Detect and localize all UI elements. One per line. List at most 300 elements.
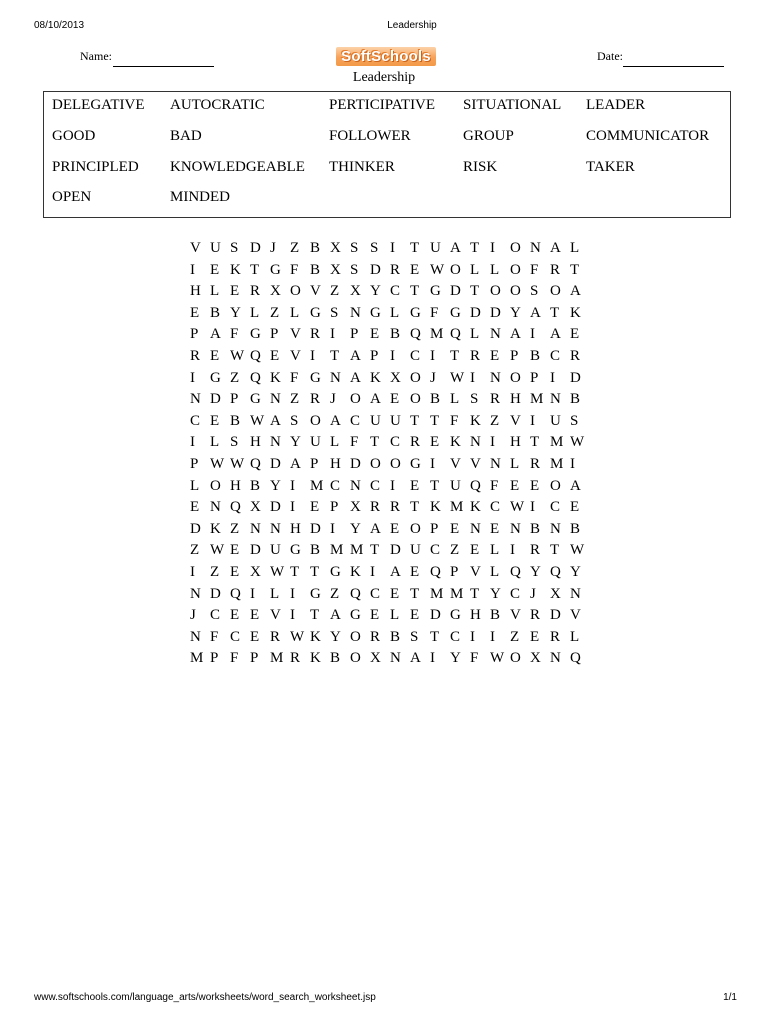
grid-letter[interactable]: V	[290, 326, 301, 343]
grid-letter[interactable]: E	[570, 499, 580, 516]
grid-letter[interactable]: R	[310, 391, 321, 408]
grid-letter[interactable]: I	[490, 240, 495, 256]
grid-letter[interactable]: O	[510, 650, 521, 667]
grid-letter[interactable]: N	[350, 304, 361, 321]
grid-letter[interactable]: V	[470, 455, 481, 472]
grid-letter[interactable]: N	[490, 369, 501, 386]
grid-letter[interactable]: E	[410, 563, 420, 580]
grid-letter[interactable]: R	[310, 326, 321, 343]
grid-letter[interactable]: T	[410, 240, 420, 256]
grid-letter[interactable]: I	[390, 347, 395, 364]
grid-letter[interactable]: Y	[530, 563, 541, 580]
grid-letter[interactable]: F	[210, 628, 219, 645]
grid-letter[interactable]: N	[490, 326, 501, 343]
grid-letter[interactable]: Y	[510, 304, 521, 321]
grid-letter[interactable]: N	[510, 520, 521, 537]
grid-letter[interactable]: D	[570, 369, 581, 386]
grid-letter[interactable]: G	[310, 304, 321, 321]
grid-letter[interactable]: K	[430, 499, 441, 516]
grid-letter[interactable]: K	[450, 434, 461, 451]
grid-letter[interactable]: A	[350, 369, 361, 386]
grid-letter[interactable]: N	[490, 455, 501, 472]
grid-letter[interactable]: S	[290, 412, 299, 429]
grid-letter[interactable]: D	[370, 261, 381, 278]
grid-letter[interactable]: E	[390, 520, 400, 537]
grid-letter[interactable]: U	[210, 240, 221, 256]
grid-letter[interactable]: I	[330, 520, 335, 537]
grid-letter[interactable]: K	[310, 628, 321, 645]
grid-letter[interactable]: H	[290, 520, 301, 537]
grid-letter[interactable]: E	[390, 391, 400, 408]
grid-letter[interactable]: E	[210, 347, 220, 364]
grid-letter[interactable]: I	[390, 477, 395, 494]
grid-letter[interactable]: B	[310, 542, 321, 559]
grid-letter[interactable]: Y	[330, 628, 341, 645]
grid-letter[interactable]: E	[190, 499, 200, 516]
grid-letter[interactable]: M	[270, 650, 284, 667]
grid-letter[interactable]: M	[310, 477, 324, 494]
grid-letter[interactable]: Q	[230, 499, 241, 516]
grid-letter[interactable]: E	[230, 542, 240, 559]
grid-letter[interactable]: W	[290, 628, 305, 645]
grid-letter[interactable]: C	[550, 347, 561, 364]
grid-letter[interactable]: Y	[290, 434, 301, 451]
grid-letter[interactable]: K	[470, 499, 481, 516]
grid-letter[interactable]: H	[230, 477, 241, 494]
grid-letter[interactable]: O	[390, 455, 401, 472]
grid-letter[interactable]: X	[550, 585, 561, 602]
grid-letter[interactable]: B	[570, 391, 581, 408]
grid-letter[interactable]: Z	[230, 369, 240, 386]
grid-letter[interactable]: E	[370, 326, 380, 343]
grid-letter[interactable]: E	[570, 326, 580, 343]
grid-letter[interactable]: O	[290, 283, 301, 300]
grid-letter[interactable]: Z	[290, 391, 300, 408]
grid-letter[interactable]: N	[390, 650, 401, 667]
grid-letter[interactable]: N	[270, 391, 281, 408]
grid-letter[interactable]: B	[430, 391, 441, 408]
grid-letter[interactable]: B	[490, 607, 501, 624]
grid-letter[interactable]: A	[350, 347, 361, 364]
grid-letter[interactable]: M	[450, 499, 464, 516]
grid-letter[interactable]: L	[570, 628, 580, 645]
grid-letter[interactable]: E	[510, 477, 520, 494]
grid-letter[interactable]: V	[570, 607, 581, 624]
grid-letter[interactable]: Q	[350, 585, 361, 602]
grid-letter[interactable]: V	[310, 283, 321, 300]
grid-letter[interactable]: B	[530, 347, 541, 364]
grid-letter[interactable]: O	[370, 455, 381, 472]
grid-letter[interactable]: W	[570, 434, 585, 451]
grid-letter[interactable]: I	[190, 261, 195, 278]
grid-letter[interactable]: I	[370, 563, 375, 580]
grid-letter[interactable]: R	[530, 455, 541, 472]
grid-letter[interactable]: S	[370, 240, 379, 256]
grid-letter[interactable]: Y	[370, 283, 381, 300]
grid-letter[interactable]: F	[490, 477, 499, 494]
grid-letter[interactable]: Q	[250, 455, 261, 472]
grid-letter[interactable]: L	[190, 477, 200, 494]
grid-letter[interactable]: B	[230, 412, 241, 429]
grid-letter[interactable]: A	[370, 391, 381, 408]
grid-letter[interactable]: G	[330, 563, 341, 580]
grid-letter[interactable]: Q	[570, 650, 581, 667]
grid-letter[interactable]: I	[290, 607, 295, 624]
grid-letter[interactable]: E	[270, 347, 280, 364]
grid-letter[interactable]: I	[290, 477, 295, 494]
grid-letter[interactable]: A	[330, 607, 341, 624]
grid-letter[interactable]: D	[270, 499, 281, 516]
grid-letter[interactable]: B	[250, 477, 261, 494]
grid-letter[interactable]: T	[310, 607, 320, 624]
grid-letter[interactable]: R	[370, 628, 381, 645]
grid-letter[interactable]: T	[310, 563, 320, 580]
grid-letter[interactable]: E	[490, 520, 500, 537]
grid-letter[interactable]: G	[310, 369, 321, 386]
grid-letter[interactable]: O	[350, 650, 361, 667]
grid-letter[interactable]: X	[330, 240, 341, 256]
grid-letter[interactable]: Q	[550, 563, 561, 580]
grid-letter[interactable]: O	[490, 283, 501, 300]
grid-letter[interactable]: N	[350, 477, 361, 494]
grid-letter[interactable]: G	[370, 304, 381, 321]
grid-letter[interactable]: G	[250, 326, 261, 343]
grid-letter[interactable]: A	[510, 326, 521, 343]
grid-letter[interactable]: Z	[450, 542, 460, 559]
grid-letter[interactable]: E	[370, 607, 380, 624]
grid-letter[interactable]: S	[470, 391, 479, 408]
grid-letter[interactable]: U	[270, 542, 281, 559]
grid-letter[interactable]: Y	[270, 477, 281, 494]
grid-letter[interactable]: S	[230, 240, 239, 256]
grid-letter[interactable]: E	[230, 607, 240, 624]
grid-letter[interactable]: R	[530, 607, 541, 624]
grid-letter[interactable]: W	[210, 455, 225, 472]
grid-letter[interactable]: L	[470, 261, 480, 278]
grid-letter[interactable]: R	[410, 434, 421, 451]
grid-letter[interactable]: L	[330, 434, 340, 451]
grid-letter[interactable]: I	[530, 412, 535, 429]
grid-letter[interactable]: P	[230, 391, 239, 408]
grid-letter[interactable]: L	[510, 455, 520, 472]
grid-letter[interactable]: I	[490, 434, 495, 451]
grid-letter[interactable]: A	[530, 304, 541, 321]
grid-letter[interactable]: P	[350, 326, 359, 343]
grid-letter[interactable]: D	[250, 240, 261, 256]
grid-letter[interactable]: V	[450, 455, 461, 472]
grid-letter[interactable]: C	[550, 499, 561, 516]
grid-letter[interactable]: C	[230, 628, 241, 645]
grid-letter[interactable]: A	[330, 412, 341, 429]
grid-letter[interactable]: H	[190, 283, 201, 300]
grid-letter[interactable]: I	[470, 369, 475, 386]
grid-letter[interactable]: X	[250, 563, 261, 580]
grid-letter[interactable]: B	[330, 650, 341, 667]
grid-letter[interactable]: P	[510, 347, 519, 364]
grid-letter[interactable]: Z	[330, 585, 340, 602]
grid-letter[interactable]: L	[450, 391, 460, 408]
grid-letter[interactable]: N	[550, 650, 561, 667]
grid-letter[interactable]: T	[410, 585, 420, 602]
grid-letter[interactable]: P	[190, 326, 199, 343]
grid-letter[interactable]: I	[290, 585, 295, 602]
grid-letter[interactable]: T	[470, 283, 480, 300]
grid-letter[interactable]: R	[370, 499, 381, 516]
grid-letter[interactable]: T	[410, 499, 420, 516]
grid-letter[interactable]: O	[410, 369, 421, 386]
grid-letter[interactable]: U	[390, 412, 401, 429]
grid-letter[interactable]: U	[410, 542, 421, 559]
grid-letter[interactable]: N	[550, 520, 561, 537]
grid-letter[interactable]: F	[430, 304, 439, 321]
grid-letter[interactable]: G	[450, 607, 461, 624]
grid-letter[interactable]: R	[390, 499, 401, 516]
grid-letter[interactable]: T	[450, 347, 460, 364]
grid-letter[interactable]: V	[510, 607, 521, 624]
grid-letter[interactable]: O	[410, 391, 421, 408]
grid-letter[interactable]: T	[550, 304, 560, 321]
grid-letter[interactable]: T	[290, 563, 300, 580]
grid-letter[interactable]: D	[190, 520, 201, 537]
grid-letter[interactable]: T	[410, 283, 420, 300]
grid-letter[interactable]: H	[510, 391, 521, 408]
grid-letter[interactable]: T	[430, 628, 440, 645]
grid-letter[interactable]: X	[350, 499, 361, 516]
grid-letter[interactable]: M	[330, 542, 344, 559]
grid-letter[interactable]: B	[530, 520, 541, 537]
grid-letter[interactable]: M	[430, 326, 444, 343]
grid-letter[interactable]: D	[350, 455, 361, 472]
grid-letter[interactable]: Z	[270, 304, 280, 321]
grid-letter[interactable]: R	[390, 261, 401, 278]
grid-letter[interactable]: M	[550, 455, 564, 472]
grid-letter[interactable]: M	[190, 650, 204, 667]
grid-letter[interactable]: E	[310, 499, 320, 516]
grid-letter[interactable]: O	[450, 261, 461, 278]
grid-letter[interactable]: L	[490, 542, 500, 559]
grid-letter[interactable]: P	[310, 455, 319, 472]
grid-letter[interactable]: O	[310, 412, 321, 429]
grid-letter[interactable]: P	[370, 347, 379, 364]
grid-letter[interactable]: V	[270, 607, 281, 624]
grid-letter[interactable]: U	[370, 412, 381, 429]
grid-letter[interactable]: A	[210, 326, 221, 343]
grid-letter[interactable]: H	[510, 434, 521, 451]
grid-letter[interactable]: J	[430, 369, 436, 386]
grid-letter[interactable]: Z	[230, 520, 240, 537]
grid-letter[interactable]: C	[430, 542, 441, 559]
grid-letter[interactable]: I	[470, 628, 475, 645]
grid-letter[interactable]: B	[570, 520, 581, 537]
grid-letter[interactable]: C	[350, 412, 361, 429]
grid-letter[interactable]: I	[250, 585, 255, 602]
grid-letter[interactable]: Y	[450, 650, 461, 667]
grid-letter[interactable]: F	[290, 261, 299, 278]
grid-letter[interactable]: J	[190, 607, 196, 624]
grid-letter[interactable]: I	[430, 347, 435, 364]
grid-letter[interactable]: Q	[430, 563, 441, 580]
grid-letter[interactable]: B	[310, 240, 321, 256]
grid-letter[interactable]: W	[430, 261, 445, 278]
grid-letter[interactable]: A	[570, 477, 581, 494]
grid-letter[interactable]: T	[370, 434, 380, 451]
grid-letter[interactable]: D	[310, 520, 321, 537]
grid-letter[interactable]: U	[550, 412, 561, 429]
grid-letter[interactable]: K	[230, 261, 241, 278]
grid-letter[interactable]: W	[230, 455, 245, 472]
grid-letter[interactable]: I	[310, 347, 315, 364]
grid-letter[interactable]: C	[490, 499, 501, 516]
grid-letter[interactable]: D	[250, 542, 261, 559]
grid-letter[interactable]: P	[250, 650, 259, 667]
grid-letter[interactable]: T	[470, 240, 480, 256]
grid-letter[interactable]: K	[310, 650, 321, 667]
grid-letter[interactable]: L	[210, 434, 220, 451]
grid-letter[interactable]: L	[490, 261, 500, 278]
grid-letter[interactable]: L	[290, 304, 300, 321]
grid-letter[interactable]: F	[350, 434, 359, 451]
grid-letter[interactable]: P	[210, 650, 219, 667]
grid-letter[interactable]: Y	[230, 304, 241, 321]
grid-letter[interactable]: J	[530, 585, 536, 602]
grid-letter[interactable]: R	[290, 650, 301, 667]
grid-letter[interactable]: G	[410, 455, 421, 472]
grid-letter[interactable]: D	[550, 607, 561, 624]
grid-letter[interactable]: O	[510, 261, 521, 278]
grid-letter[interactable]: E	[450, 520, 460, 537]
grid-letter[interactable]: Q	[250, 369, 261, 386]
grid-letter[interactable]: D	[210, 391, 221, 408]
grid-letter[interactable]: D	[270, 455, 281, 472]
grid-letter[interactable]: R	[530, 542, 541, 559]
grid-letter[interactable]: O	[350, 628, 361, 645]
grid-letter[interactable]: M	[430, 585, 444, 602]
grid-letter[interactable]: C	[370, 477, 381, 494]
grid-letter[interactable]: E	[230, 563, 240, 580]
grid-letter[interactable]: C	[330, 477, 341, 494]
grid-letter[interactable]: X	[370, 650, 381, 667]
grid-letter[interactable]: O	[410, 520, 421, 537]
grid-letter[interactable]: Z	[210, 563, 220, 580]
grid-letter[interactable]: M	[350, 542, 364, 559]
grid-letter[interactable]: Z	[290, 240, 300, 256]
grid-letter[interactable]: X	[350, 283, 361, 300]
grid-letter[interactable]: D	[430, 607, 441, 624]
grid-letter[interactable]: Q	[470, 477, 481, 494]
grid-letter[interactable]: G	[210, 369, 221, 386]
grid-letter[interactable]: H	[470, 607, 481, 624]
grid-letter[interactable]: M	[450, 585, 464, 602]
grid-letter[interactable]: A	[370, 520, 381, 537]
grid-letter[interactable]: V	[290, 347, 301, 364]
grid-letter[interactable]: O	[210, 477, 221, 494]
grid-letter[interactable]: R	[190, 347, 201, 364]
grid-letter[interactable]: Q	[410, 326, 421, 343]
grid-letter[interactable]: E	[530, 628, 540, 645]
grid-letter[interactable]: E	[190, 304, 200, 321]
grid-letter[interactable]: R	[270, 628, 281, 645]
grid-letter[interactable]: A	[450, 240, 461, 256]
grid-letter[interactable]: I	[330, 326, 335, 343]
grid-letter[interactable]: I	[570, 455, 575, 472]
grid-letter[interactable]: D	[210, 585, 221, 602]
grid-letter[interactable]: I	[510, 542, 515, 559]
grid-letter[interactable]: H	[330, 455, 341, 472]
grid-letter[interactable]: W	[570, 542, 585, 559]
grid-letter[interactable]: D	[390, 542, 401, 559]
grid-letter[interactable]: G	[250, 391, 261, 408]
grid-letter[interactable]: N	[270, 520, 281, 537]
grid-letter[interactable]: P	[190, 455, 199, 472]
grid-letter[interactable]: U	[430, 240, 441, 256]
grid-letter[interactable]: N	[190, 391, 201, 408]
grid-letter[interactable]: W	[210, 542, 225, 559]
grid-letter[interactable]: C	[410, 347, 421, 364]
grid-letter[interactable]: C	[210, 607, 221, 624]
grid-letter[interactable]: A	[550, 240, 561, 256]
grid-letter[interactable]: T	[550, 542, 560, 559]
grid-letter[interactable]: O	[350, 391, 361, 408]
grid-letter[interactable]: F	[290, 369, 299, 386]
grid-letter[interactable]: B	[310, 261, 321, 278]
grid-letter[interactable]: E	[250, 628, 260, 645]
grid-letter[interactable]: W	[510, 499, 525, 516]
grid-letter[interactable]: C	[190, 412, 201, 429]
grid-letter[interactable]: A	[570, 283, 581, 300]
grid-letter[interactable]: A	[270, 412, 281, 429]
grid-letter[interactable]: B	[390, 628, 401, 645]
grid-letter[interactable]: B	[390, 326, 401, 343]
grid-letter[interactable]: L	[210, 283, 220, 300]
grid-letter[interactable]: W	[490, 650, 505, 667]
grid-letter[interactable]: E	[410, 261, 420, 278]
grid-letter[interactable]: N	[470, 434, 481, 451]
grid-letter[interactable]: E	[210, 261, 220, 278]
grid-letter[interactable]: D	[490, 304, 501, 321]
grid-letter[interactable]: T	[410, 412, 420, 429]
grid-letter[interactable]: J	[270, 240, 276, 256]
grid-letter[interactable]: X	[390, 369, 401, 386]
grid-letter[interactable]: P	[530, 369, 539, 386]
grid-letter[interactable]: I	[390, 240, 395, 256]
grid-letter[interactable]: K	[270, 369, 281, 386]
grid-letter[interactable]: M	[550, 434, 564, 451]
grid-letter[interactable]: N	[190, 628, 201, 645]
grid-letter[interactable]: M	[530, 391, 544, 408]
grid-letter[interactable]: E	[410, 477, 420, 494]
grid-letter[interactable]: B	[210, 304, 221, 321]
grid-letter[interactable]: S	[570, 412, 579, 429]
grid-letter[interactable]: K	[350, 563, 361, 580]
grid-letter[interactable]: S	[230, 434, 239, 451]
grid-letter[interactable]: I	[430, 650, 435, 667]
grid-letter[interactable]: Z	[330, 283, 340, 300]
grid-letter[interactable]: I	[550, 369, 555, 386]
grid-letter[interactable]: R	[570, 347, 581, 364]
grid-letter[interactable]: X	[270, 283, 281, 300]
grid-letter[interactable]: R	[490, 391, 501, 408]
grid-letter[interactable]: P	[330, 499, 339, 516]
grid-letter[interactable]: V	[190, 240, 201, 256]
grid-letter[interactable]: S	[350, 261, 359, 278]
grid-letter[interactable]: I	[530, 499, 535, 516]
grid-letter[interactable]: I	[290, 499, 295, 516]
grid-letter[interactable]: D	[470, 304, 481, 321]
grid-letter[interactable]: G	[350, 607, 361, 624]
grid-letter[interactable]: K	[570, 304, 581, 321]
grid-letter[interactable]: G	[450, 304, 461, 321]
grid-letter[interactable]: T	[330, 347, 340, 364]
